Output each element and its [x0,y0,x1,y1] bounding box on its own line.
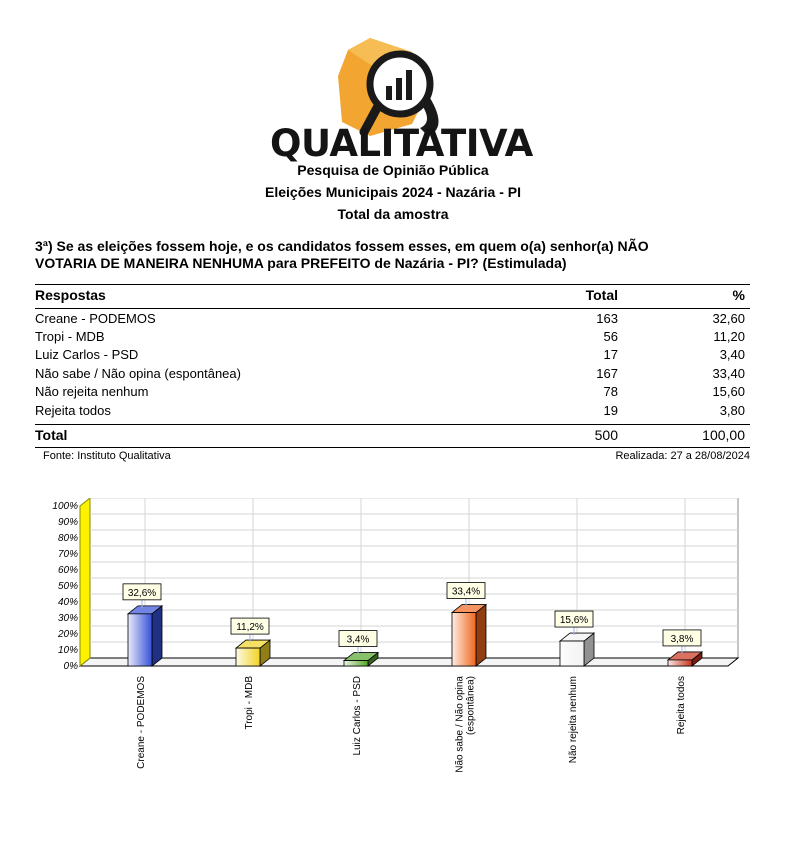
y-tick-label: 50% [57,581,78,592]
row-label: Tropi - MDB [35,329,105,344]
category-label: Tropi - MDB [244,676,255,730]
row-total: 19 [603,403,618,418]
row-percent: 15,60 [712,384,745,399]
row-label: Não rejeita nenhum [35,384,149,399]
category-label: Não sabe / Não opina [454,676,466,773]
data-label: 15,6% [559,615,589,627]
y-tick-label: 80% [57,533,78,544]
header-percent: % [732,287,745,303]
election-title: Eleições Municipais 2024 - Nazária - PI [265,184,521,200]
data-label: 3,4% [346,634,370,646]
table-row [35,328,750,346]
y-tick-label: 10% [57,645,78,656]
rejection-bar-chart [30,498,760,828]
row-total: 56 [603,329,618,344]
row-percent: 3,40 [719,347,745,362]
table-row [35,346,750,364]
table-total-row [35,426,750,444]
row-total: 167 [596,366,618,381]
bar [344,661,368,666]
y-tick-label: 90% [57,517,78,528]
table-rule-header [35,308,750,309]
question-line-1: 3ª) Se as eleições fossem hoje, e os candidatos fossem esses, em quem o(a) senhor(a) NÃO [35,238,649,254]
y-tick-label: 30% [57,613,78,624]
table-rule-total [35,424,750,425]
bar-side [152,606,162,666]
y-tick-label: 70% [57,549,78,560]
table-rule-bottom [35,447,750,448]
data-label: 33,4% [451,586,481,598]
source-note: Fonte: Instituto Qualitativa [43,450,171,462]
category-label: Creane - PODEMOS [136,676,147,769]
category-label: Luiz Carlos - PSD [352,676,363,756]
data-label: 11,2% [236,622,264,634]
bar [128,614,152,666]
row-label: Creane - PODEMOS [35,311,156,326]
category-label: Não rejeita nenhum [568,676,579,764]
table-rule-top [35,284,750,285]
table-row [35,310,750,328]
question-line-2: VOTARIA DE MANEIRA NENHUMA para PREFEITO de Nazária - PI? (Estimulada) [35,255,567,271]
row-total: 163 [596,311,618,326]
y-tick-label: 40% [57,597,78,608]
y-tick-label: 100% [52,501,78,512]
table-row [35,383,750,401]
category-label: (espontânea) [465,676,477,735]
bar-side [476,605,486,666]
chart-side-wall [80,498,90,666]
brand-wordmark: QUALITATIVA [270,122,533,165]
table-row [35,402,750,420]
question-text [35,238,750,272]
row-percent: 3,80 [719,403,745,418]
row-label: Não sabe / Não opina (espontânea) [35,366,241,381]
y-tick-label: 20% [57,629,78,640]
bar [452,613,476,666]
total-label: Total [35,427,68,443]
row-total: 17 [603,347,618,362]
row-percent: 11,20 [713,329,745,344]
chart-floor [80,658,738,666]
bar [560,641,584,666]
data-label: 3,8% [670,633,694,645]
y-tick-label: 60% [57,565,78,576]
category-label: Rejeita todos [676,676,687,735]
data-label: 32,6% [127,587,157,599]
total-count: 500 [594,427,618,443]
bar [668,660,692,666]
row-label: Luiz Carlos - PSD [35,347,139,362]
table-row [35,365,750,383]
row-percent: 32,60 [712,311,745,326]
bar [236,648,260,666]
y-tick-label: 0% [63,661,78,672]
header-respostas: Respostas [35,287,106,303]
subtitle: Pesquisa de Opinião Pública [297,162,489,178]
row-percent: 33,40 [712,366,745,381]
row-label: Rejeita todos [35,403,111,418]
total-percent: 100,00 [702,427,745,443]
date-note: Realizada: 27 a 28/08/2024 [615,450,750,462]
header-total: Total [585,287,618,303]
table-header-row [35,286,750,304]
sample-label: Total da amostra [337,206,449,222]
row-total: 78 [603,384,618,399]
